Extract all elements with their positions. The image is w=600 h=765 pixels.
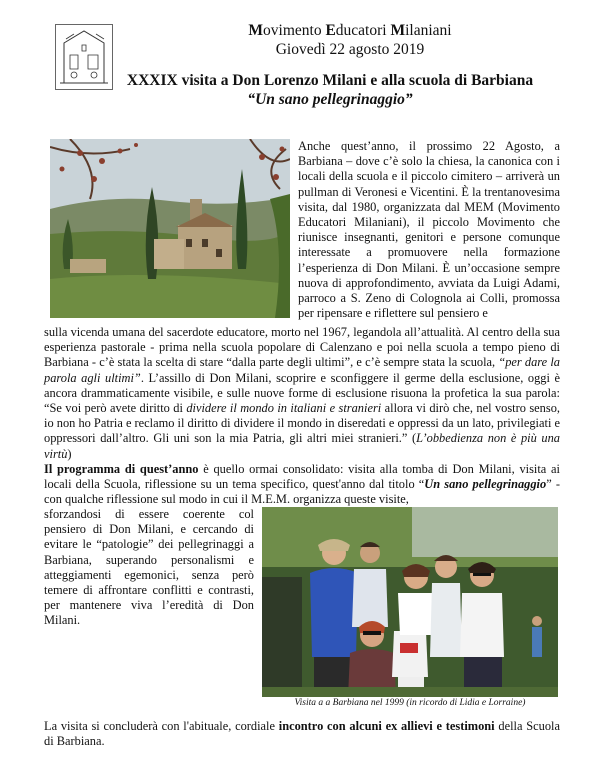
intro-paragraph: Anche quest’anno, il prossimo 22 Agosto, a Barbiana – dove c’è solo la chiesa, la canonica con i locali della scuola e il piccolo cimitero – arriverà un pullman di Veronesi e Vicentini. È la trentanovesima visita, dal 1980, organizzata dal MEM (Movimento Educatori Milaniani), il piccolo Movimento che riunisce insegnanti, genitori e persone comunque interessate a promuovere nella formazione l’esperienza di Don Milani. È un’occasione sempre nuova di approfondimento, avviata da Luigi Adami, parroco a S. Zeno di Colognola ai Colli, promossa per ripensare e riflettere sul pensiero e [298,139,560,321]
barbiana-landscape-photo [50,139,290,318]
body-paragraph-program: Il programma di quest’anno è quello ormai consolidato: visita alla tomba di Don Milani, visita ai locali della Scuola, riflessione su un tema specifico, quest'anno dal titolo “Un sano pellegrinaggio” - con qualche riflessione sul modo in cui il M.E.M. organizza queste visite, [44,462,560,507]
event-date: Giovedì 22 agosto 2019 [275,41,425,58]
photo-caption: Visita a a Barbiana nel 1999 (in ricordo di Lidia e Lorraine) [294,698,526,708]
page-subtitle: “Un sano pellegrinaggio” [247,91,413,108]
closing-paragraph: La visita si concluderà con l'abituale, cordiale incontro con alcuni ex allievi e testimoni della Scuola di Barbiana. [44,719,561,749]
body-paragraph-history: sulla vicenda umana del sacerdote educatore, morto nel 1967, legandola all’attualità. Al centro della sua esperienza pastorale - prima nella scuola popolare di Calenzano e poi nella scuola a tempo pieno di Barbiana - c’è stata la scelta di stare “dalla parte degli ultimi”, e c’è sempre stata la scuola, “per dare la parola agli ultimi”. L’assillo di Don Milani, scoprire e sconfiggere il germe della esclusione, oggi è ancora drammaticamente visibile, e sulle nuove forme di esclusione risuona la profetica la sua parola: “Se voi però avete diritto di dividere il mondo in italiani e stranieri allora vi dirò che, nel vostro senso, io non ho Patria e reclamo il diritto di dividere il mondo in diseredati e oppressi da un lato, privilegiati e oppressori dall’altro. Gli uni son la mia Patria, gli altri miei stranieri.” (L’obbedienza non è più una virtù) [44,325,561,461]
group-visit-photo [262,507,558,697]
body-paragraph-continuation: sforzandosi di essere coerente col pensiero di Don Milani, e cercando di evitare le “patologie” dei pellegrinaggi a Barbiana, superando personalismi e atteggiamenti egemonici, senza però temere di affrontare conflitti e contrasti, per mantenere viva l’eredità di Don Milani. [44,507,254,628]
organization-name: Movimento Educatori Milaniani [248,22,452,39]
page-title: XXXIX visita a Don Lorenzo Milani e alla scuola di Barbiana [126,72,534,89]
